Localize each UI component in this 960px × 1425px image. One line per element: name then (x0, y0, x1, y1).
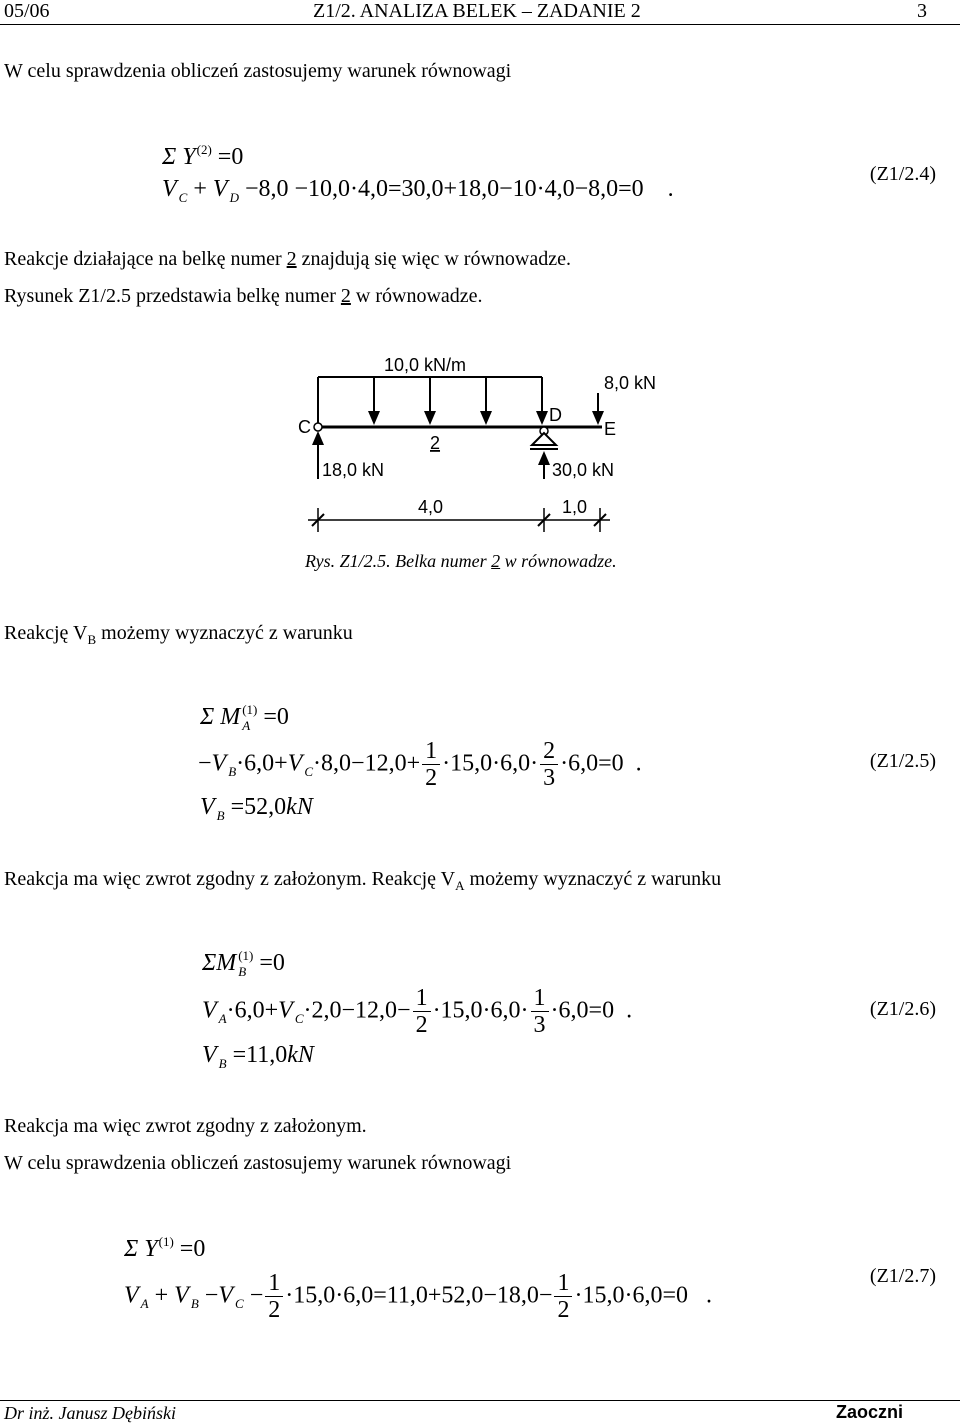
paragraph-4-rest: możemy wyznaczyć z warunku (96, 622, 353, 644)
equation-line: V $_A$ + V $_B$ −V $_C$ − $\frac{1}{2}$ ·15,0·6,0=11,0+52,0−18,0− $\frac{1}{2}$ ·15,0·6,0=0 . (124, 1270, 712, 1324)
paragraph-5-rest: możemy wyznaczyć z warunku (464, 868, 722, 890)
paragraph-2 (4, 248, 571, 271)
paragraph-6: Reakcja ma więc zwrot zgodny z założonym. (4, 1115, 367, 1137)
page-code: 05/06 (4, 0, 50, 22)
beam-number-label: 2 (430, 433, 441, 453)
equation-line: Σ M $_A^{(1)}$ =0 (200, 702, 289, 733)
load-label: 10,0 kN/m (384, 355, 467, 375)
reaction-c-arrow-head (312, 431, 324, 445)
footer-author: Dr inż. Janusz Dębiński (4, 1403, 176, 1423)
paragraph-5-sub: A (455, 878, 465, 893)
paragraph-4-sub: B (87, 632, 97, 647)
node-c-label: C (298, 417, 311, 437)
support-d-triangle (532, 433, 556, 445)
load-arrow-head (480, 411, 492, 425)
caption-prefix: Rys. Z1/2.5. Belka numer (305, 551, 492, 571)
equation-line: V $_B$ =52,0kN (200, 794, 313, 823)
node-e-label: E (604, 419, 617, 439)
footer-brand: Zaoczni (836, 1402, 904, 1422)
node-d-label: D (549, 405, 562, 425)
equation-line: −V $_B$·6,0+V $_C$·8,0−12,0+ $\frac{1}{2}$ ·15,0·6,0· $\frac{2}{3}$ ·6,0=0 . (198, 738, 642, 792)
figure-caption (305, 551, 617, 572)
header-rule (0, 24, 960, 25)
page-number: 3 (917, 0, 927, 22)
hinge-c (314, 423, 322, 431)
equation-line: V $_C$ + V $_D$ −8,0 −10,0·4,0=30,0+18,0−10·4,0−8,0=0 . (162, 176, 674, 205)
paragraph-7: W celu sprawdzenia obliczeń zastosujemy warunek równowagi (4, 1152, 512, 1174)
equation-line: Σ $Y^{(1)} =0$ (124, 1234, 206, 1262)
reaction-c-label: 18,0 kN (322, 460, 385, 480)
equation-number: (Z1/2.5) (869, 750, 936, 772)
reaction-d-arrow-head (538, 451, 550, 465)
equation-line: V $_A$·6,0+V $_C$·2,0−12,0− $\frac{1}{2}$ ·15,0·6,0· $\frac{1}{3}$ ·6,0=0 . (202, 985, 633, 1039)
force-e-label: 8,0 kN (604, 373, 657, 393)
paragraph-5 (4, 868, 721, 894)
force-e-arrow-head (592, 411, 604, 425)
paragraph-3 (4, 285, 483, 308)
paragraph-4 (4, 622, 353, 648)
equation-line: ΣM $_B^{(1)}$ =0 (202, 948, 285, 979)
paragraph-4-text: Reakcję V (4, 622, 88, 644)
paragraph-3-text: Rysunek Z1/2.5 przedstawia belkę numer 2 w równowadze. (4, 285, 483, 307)
equation-number: (Z1/2.7) (869, 1265, 936, 1287)
dimension-label-1: 4,0 (418, 497, 444, 517)
page-title: Z1/2. ANALIZA BELEK – ZADANIE 2 (313, 0, 641, 22)
equation-line: Σ $Y^{(2)} =0$ (162, 142, 244, 170)
footer-rule (0, 1400, 960, 1401)
equation-number: (Z1/2.4) (869, 163, 936, 185)
caption-suffix: w równowadze. (500, 551, 617, 571)
caption-number: 2 (491, 551, 501, 571)
paragraph-5-text: Reakcja ma więc zwrot zgodny z założonym. Reakcję V (4, 868, 456, 890)
dimension-label-2: 1,0 (562, 497, 588, 517)
equation-number: (Z1/2.6) (869, 998, 936, 1020)
load-arrow-head (536, 411, 548, 425)
load-arrow-head (424, 411, 436, 425)
paragraph-1: W celu sprawdzenia obliczeń zastosujemy warunek równowagi (4, 60, 512, 82)
paragraph-2-text: Reakcje działające na belkę numer 2 znajdują się więc w równowadze. (4, 248, 571, 270)
reaction-d-label: 30,0 kN (552, 460, 615, 480)
load-arrow-head (368, 411, 380, 425)
beam-figure (280, 345, 700, 545)
equation-line: V $_B$ =11,0kN (202, 1042, 314, 1071)
